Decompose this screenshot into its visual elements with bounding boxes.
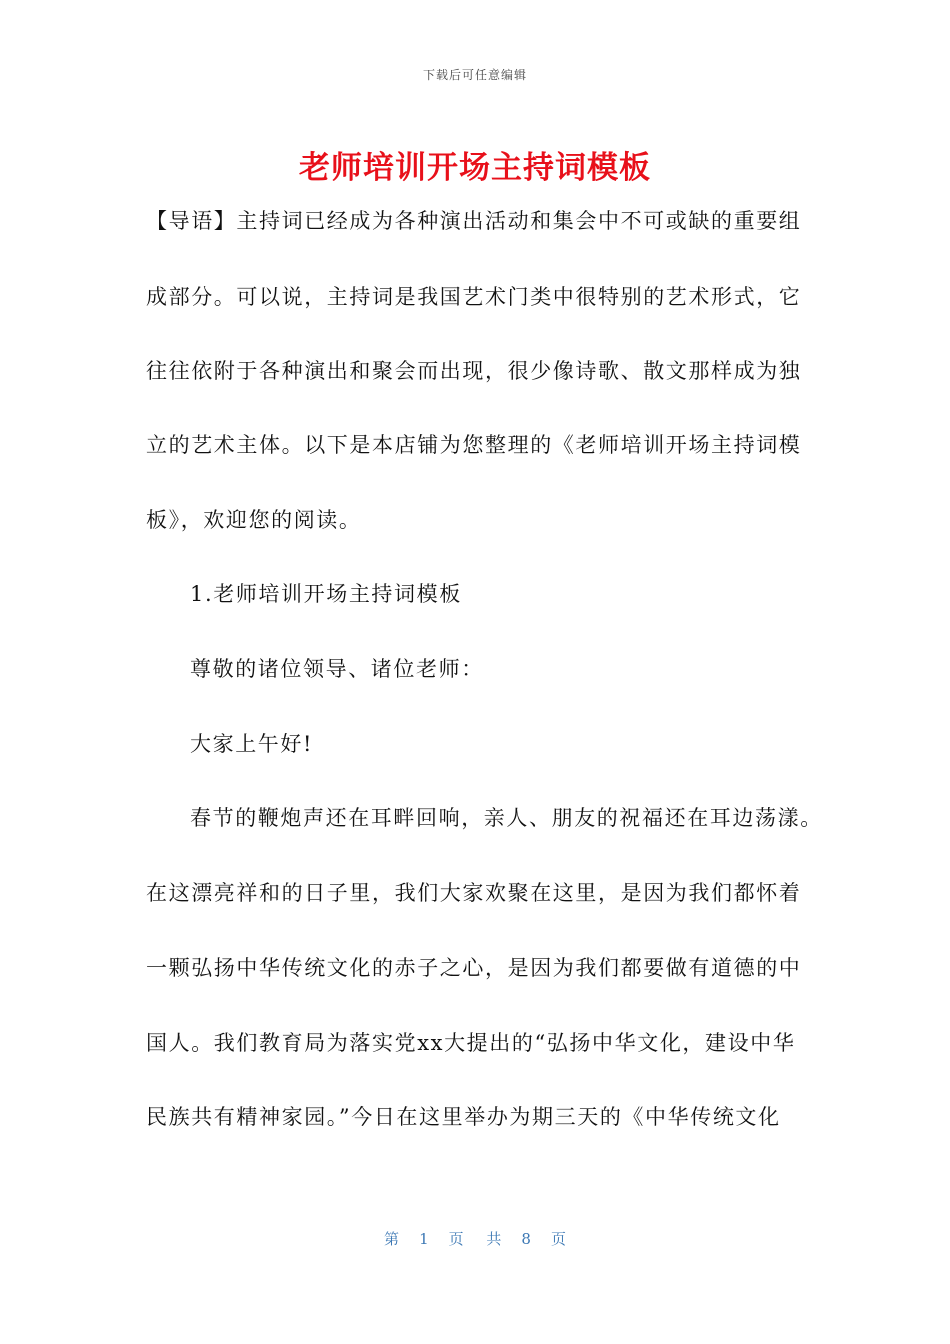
- greeting-line: 尊敬的诸位领导、诸位老师：: [190, 657, 484, 681]
- footer-total-pages: 8: [521, 1230, 531, 1248]
- body-line-9: 春节的鞭炮声还在耳畔回响，亲人、朋友的祝福还在耳边荡漾。: [190, 806, 823, 830]
- page-header-note: 下载后可任意编辑: [422, 68, 527, 82]
- body-line-5: 板》，欢迎您的阅读。: [146, 508, 362, 532]
- body-line-13: 民族共有精神家园。”今日在这里举办为期三天的《中华传统文化: [146, 1105, 781, 1129]
- footer-page-prefix: 第: [384, 1230, 400, 1248]
- body-line-10: 在这漂亮祥和的日子里，我们大家欢聚在这里，是因为我们都怀着: [146, 881, 802, 905]
- body-line-2: 成部分。可以说，主持词是我国艺术门类中很特别的艺术形式，它: [146, 285, 802, 309]
- body-line-12: 国人。我们教育局为落实党xx大提出的“弘扬中华文化，建设中华: [146, 1031, 796, 1055]
- document-title: 老师培训开场主持词模板: [299, 150, 651, 186]
- footer-current-page: 1: [419, 1230, 429, 1248]
- section-heading: 1.老师培训开场主持词模板: [190, 582, 462, 606]
- footer-page-mid: 页 共: [448, 1230, 502, 1248]
- body-line-4: 立的艺术主体。以下是本店铺为您整理的《老师培训开场主持词模: [146, 433, 802, 457]
- body-line-1: 【导语】主持词已经成为各种演出活动和集会中不可或缺的重要组: [146, 209, 802, 233]
- salutation-line: 大家上午好!: [190, 732, 314, 756]
- body-line-3: 往往依附于各种演出和聚会而出现，很少像诗歌、散文那样成为独: [146, 359, 802, 383]
- footer-page-suffix: 页: [550, 1230, 566, 1248]
- page-footer: [0, 1228, 950, 1249]
- body-line-11: 一颗弘扬中华传统文化的赤子之心，是因为我们都要做有道德的中: [146, 956, 802, 980]
